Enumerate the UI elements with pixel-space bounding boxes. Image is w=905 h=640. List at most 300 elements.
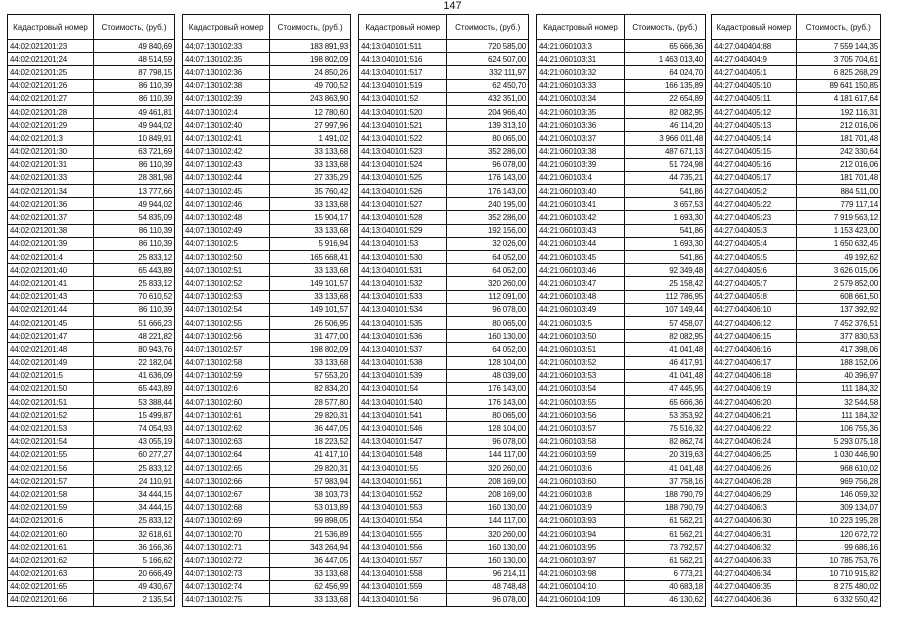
cadastral-number-cell: 44:27:040406:32	[712, 541, 797, 554]
table-row	[537, 40, 706, 53]
table-row	[8, 40, 175, 53]
cadastral-number-cell: 44:02:021201:57	[8, 475, 94, 488]
cost-cell: 320 260,00	[447, 277, 529, 290]
table-row	[537, 409, 706, 422]
table-row	[8, 382, 175, 395]
cost-cell: 62 456,99	[270, 580, 351, 593]
table-row	[8, 541, 175, 554]
cost-cell: 240 195,00	[447, 198, 529, 211]
cost-cell: 33 133,68	[270, 356, 351, 369]
cost-cell: 149 101,57	[270, 303, 351, 316]
table-row	[712, 316, 881, 329]
cost-cell: 25 158,42	[624, 277, 705, 290]
cost-cell: 86 110,39	[94, 79, 175, 92]
cadastral-number-cell: 44:21:060103:40	[537, 185, 625, 198]
cadastral-number-cell: 44:07:130102:71	[183, 541, 270, 554]
cadastral-number-cell: 44:27:040406:20	[712, 396, 797, 409]
cost-cell: 10 785 753,76	[796, 554, 881, 567]
table-row	[537, 158, 706, 171]
cost-cell: 48 039,00	[447, 369, 529, 382]
cadastral-number-cell: 44:27:040405:2	[712, 185, 797, 198]
table-row	[183, 290, 351, 303]
cadastral-number-cell: 44:07:130102:4	[183, 105, 270, 118]
cadastral-number-cell: 44:21:060103:59	[537, 448, 625, 461]
cost-cell: 27 997,96	[270, 119, 351, 132]
cost-cell: 64 052,00	[447, 251, 529, 264]
cadastral-number-cell: 44:13:040101:55	[359, 462, 447, 475]
cadastral-number-cell: 44:13:040101:526	[359, 185, 447, 198]
cadastral-number-cell: 44:13:040101:537	[359, 343, 447, 356]
cadastral-number-cell: 44:21:060103:34	[537, 92, 625, 105]
cost-cell: 21 536,89	[270, 527, 351, 540]
table-row	[183, 593, 351, 606]
cadastral-number-cell: 44:07:130102:75	[183, 593, 270, 606]
cadastral-number-cell: 44:27:040404:9	[712, 53, 797, 66]
cadastral-number-cell: 44:21:060103:95	[537, 541, 625, 554]
cost-cell: 242 330,64	[796, 145, 881, 158]
cadastral-number-cell: 44:21:060103:54	[537, 382, 625, 395]
cost-cell: 720 585,00	[447, 40, 529, 53]
cost-cell: 160 130,00	[447, 501, 529, 514]
table-row	[183, 330, 351, 343]
cost-cell: 417 398,06	[796, 343, 881, 356]
cadastral-number-cell: 44:07:130102:33	[183, 40, 270, 53]
table-row	[359, 303, 529, 316]
cadastral-number-cell: 44:27:040406:26	[712, 462, 797, 475]
table-row	[359, 40, 529, 53]
cost-cell: 1 650 632,45	[796, 237, 881, 250]
cadastral-number-cell: 44:27:040406:22	[712, 422, 797, 435]
cost-cell: 487 671,13	[624, 145, 705, 158]
cost-cell: 10 223 195,28	[796, 514, 881, 527]
cadastral-number-cell: 44:07:130102:62	[183, 422, 270, 435]
cadastral-number-cell: 44:07:130102:38	[183, 79, 270, 92]
table-row	[183, 53, 351, 66]
cost-cell: 25 833,12	[94, 251, 175, 264]
cost-cell: 40 683,18	[624, 580, 705, 593]
cost-cell: 146 059,32	[796, 488, 881, 501]
table-row	[183, 119, 351, 132]
cost-cell: 92 349,48	[624, 264, 705, 277]
table-row	[712, 396, 881, 409]
cost-cell: 541,86	[624, 224, 705, 237]
cost-cell: 1 463 013,40	[624, 53, 705, 66]
cadastral-number-cell: 44:02:021201:51	[8, 396, 94, 409]
table-row	[712, 277, 881, 290]
cost-cell: 188 790,79	[624, 501, 705, 514]
table-row	[537, 330, 706, 343]
table-row	[8, 66, 175, 79]
table-row	[183, 501, 351, 514]
cadastral-number-cell: 44:13:040101:56	[359, 593, 447, 606]
table-row	[537, 303, 706, 316]
cadastral-number-cell: 44:27:040405:3	[712, 224, 797, 237]
cost-cell: 80 065,00	[447, 132, 529, 145]
table-row	[712, 79, 881, 92]
table-row	[183, 514, 351, 527]
cost-cell: 1 693,30	[624, 237, 705, 250]
table-row	[183, 277, 351, 290]
cadastral-number-cell: 44:21:060103:56	[537, 409, 625, 422]
table-row	[359, 277, 529, 290]
cost-cell: 377 830,53	[796, 330, 881, 343]
table-row	[359, 105, 529, 118]
cadastral-number-cell: 44:21:060103:42	[537, 211, 625, 224]
cadastral-number-cell: 44:07:130102:57	[183, 343, 270, 356]
cadastral-number-cell: 44:07:130102:53	[183, 290, 270, 303]
cost-cell: 53 353,92	[624, 409, 705, 422]
cadastral-number-cell: 44:07:130102:51	[183, 264, 270, 277]
table-row	[359, 171, 529, 184]
cadastral-number-cell: 44:27:040406:34	[712, 567, 797, 580]
cost-cell: 20 666,49	[94, 567, 175, 580]
cost-cell: 49 840,69	[94, 40, 175, 53]
cost-cell: 46 130,62	[624, 593, 705, 606]
table-row	[8, 396, 175, 409]
cadastral-number-cell: 44:13:040101:532	[359, 277, 447, 290]
table-row	[359, 422, 529, 435]
table-row	[712, 343, 881, 356]
cost-cell: 32 618,61	[94, 527, 175, 540]
cost-cell: 57 458,07	[624, 316, 705, 329]
cost-cell: 10 849,91	[94, 132, 175, 145]
cost-cell: 309 134,07	[796, 501, 881, 514]
cadastral-number-cell: 44:07:130102:72	[183, 554, 270, 567]
table-row	[537, 541, 706, 554]
table-row	[8, 132, 175, 145]
cadastral-number-cell: 44:13:040101:519	[359, 79, 447, 92]
cadastral-table-1	[7, 14, 175, 607]
cadastral-number-cell: 44:21:060103:35	[537, 105, 625, 118]
cost-cell: 208 169,00	[447, 475, 529, 488]
cadastral-number-cell: 44:07:130102:67	[183, 488, 270, 501]
cadastral-number-cell: 44:07:130102:50	[183, 251, 270, 264]
table-row	[8, 211, 175, 224]
cadastral-number-cell: 44:27:040406:30	[712, 514, 797, 527]
cadastral-number-cell: 44:07:130102:39	[183, 92, 270, 105]
cadastral-number-cell: 44:21:060103:52	[537, 356, 625, 369]
table-row	[537, 382, 706, 395]
cadastral-number-cell: 44:27:040405:5	[712, 251, 797, 264]
header-cost: Стоимость, (руб.)	[270, 15, 351, 40]
cadastral-number-cell: 44:07:130102:48	[183, 211, 270, 224]
table-row	[712, 40, 881, 53]
table-row	[359, 119, 529, 132]
table-row	[183, 185, 351, 198]
cost-cell: 37 758,16	[624, 475, 705, 488]
cost-cell: 96 078,00	[447, 158, 529, 171]
table-row	[712, 541, 881, 554]
cost-cell: 51 724,98	[624, 158, 705, 171]
cadastral-number-cell: 44:13:040101:555	[359, 527, 447, 540]
cost-cell: 49 944,02	[94, 198, 175, 211]
cadastral-number-cell: 44:27:040405:6	[712, 264, 797, 277]
table-row	[183, 316, 351, 329]
cost-cell: 33 133,68	[270, 145, 351, 158]
table-row	[8, 527, 175, 540]
cost-cell: 198 802,09	[270, 53, 351, 66]
cadastral-number-cell: 44:07:130102:66	[183, 475, 270, 488]
cost-cell: 144 117,00	[447, 448, 529, 461]
cadastral-number-cell: 44:13:040101:558	[359, 567, 447, 580]
cost-cell: 34 444,15	[94, 488, 175, 501]
table-row	[712, 448, 881, 461]
cost-cell: 541,86	[624, 251, 705, 264]
cadastral-number-cell: 44:21:060103:98	[537, 567, 625, 580]
table-row	[359, 369, 529, 382]
cost-cell: 20 319,63	[624, 448, 705, 461]
table-row	[8, 435, 175, 448]
cadastral-number-cell: 44:27:040405:4	[712, 237, 797, 250]
cadastral-number-cell: 44:02:021201:49	[8, 356, 94, 369]
table-row	[8, 251, 175, 264]
table-row	[183, 237, 351, 250]
cost-cell: 160 130,00	[447, 554, 529, 567]
table-row	[8, 448, 175, 461]
cost-cell: 198 802,09	[270, 343, 351, 356]
cadastral-number-cell: 44:02:021201:53	[8, 422, 94, 435]
cadastral-number-cell: 44:21:060103:94	[537, 527, 625, 540]
cadastral-number-cell: 44:07:130102:44	[183, 171, 270, 184]
table-row	[183, 567, 351, 580]
table-row	[359, 356, 529, 369]
table-row	[537, 527, 706, 540]
cost-cell: 541,86	[624, 185, 705, 198]
cost-cell: 44 735,21	[624, 171, 705, 184]
cost-cell: 5 166,62	[94, 554, 175, 567]
table-row	[537, 488, 706, 501]
table-row	[183, 92, 351, 105]
cadastral-number-cell: 44:21:060103:9	[537, 501, 625, 514]
cost-cell: 212 016,06	[796, 158, 881, 171]
cadastral-number-cell: 44:02:021201:55	[8, 448, 94, 461]
cadastral-number-cell: 44:13:040101:538	[359, 356, 447, 369]
cadastral-number-cell: 44:02:021201:37	[8, 211, 94, 224]
table-row	[8, 475, 175, 488]
cost-cell: 82 082,95	[624, 105, 705, 118]
table-row	[712, 356, 881, 369]
cadastral-table-4	[536, 14, 706, 607]
cost-cell: 2 579 852,00	[796, 277, 881, 290]
cost-cell: 12 780,60	[270, 105, 351, 118]
table-row	[359, 343, 529, 356]
cadastral-number-cell: 44:02:021201:62	[8, 554, 94, 567]
table-row	[537, 237, 706, 250]
cost-cell: 6 332 550,42	[796, 593, 881, 606]
cost-cell: 99 686,16	[796, 541, 881, 554]
cadastral-number-cell: 44:27:040406:17	[712, 356, 797, 369]
cost-cell: 7 452 376,51	[796, 316, 881, 329]
cadastral-number-cell: 44:27:040405:12	[712, 105, 797, 118]
table-row	[183, 435, 351, 448]
cost-cell: 53 013,89	[270, 501, 351, 514]
table-row	[712, 92, 881, 105]
table-row	[359, 185, 529, 198]
cost-cell: 38 103,73	[270, 488, 351, 501]
table-header-row	[712, 15, 881, 40]
cost-cell: 15 904,17	[270, 211, 351, 224]
table-row	[712, 53, 881, 66]
cadastral-number-cell: 44:27:040406:36	[712, 593, 797, 606]
table-header-row	[183, 15, 351, 40]
cadastral-number-cell: 44:21:060103:37	[537, 132, 625, 145]
cadastral-number-cell: 44:13:040101:535	[359, 316, 447, 329]
table-row	[8, 303, 175, 316]
table-row	[8, 277, 175, 290]
table-row	[8, 145, 175, 158]
cost-cell: 111 184,32	[796, 382, 881, 395]
cost-cell: 2 135,54	[94, 593, 175, 606]
cadastral-number-cell: 44:27:040406:31	[712, 527, 797, 540]
cadastral-number-cell: 44:07:130102:43	[183, 158, 270, 171]
table-row	[8, 119, 175, 132]
table-row	[359, 224, 529, 237]
cadastral-number-cell: 44:21:060103:48	[537, 290, 625, 303]
cadastral-number-cell: 44:13:040101:552	[359, 488, 447, 501]
table-row	[183, 224, 351, 237]
table-row	[8, 185, 175, 198]
cadastral-number-cell: 44:13:040101:516	[359, 53, 447, 66]
cadastral-number-cell: 44:21:060103:8	[537, 488, 625, 501]
cadastral-number-cell: 44:27:040406:19	[712, 382, 797, 395]
cadastral-number-cell: 44:07:130102:41	[183, 132, 270, 145]
cadastral-number-cell: 44:07:130102:60	[183, 396, 270, 409]
table-row	[183, 171, 351, 184]
cost-cell: 49 944,02	[94, 119, 175, 132]
cadastral-number-cell: 44:27:040406:3	[712, 501, 797, 514]
cadastral-number-cell: 44:13:040101:53	[359, 237, 447, 250]
cadastral-number-cell: 44:02:021201:59	[8, 501, 94, 514]
cost-cell: 32 026,00	[447, 237, 529, 250]
cost-cell: 54 835,09	[94, 211, 175, 224]
table-row	[8, 593, 175, 606]
cost-cell: 192 156,00	[447, 224, 529, 237]
cost-cell: 29 820,31	[270, 462, 351, 475]
cost-cell: 61 562,21	[624, 527, 705, 540]
cost-cell: 86 110,39	[94, 158, 175, 171]
table-row	[537, 554, 706, 567]
cost-cell: 3 705 704,61	[796, 53, 881, 66]
table-row	[712, 514, 881, 527]
table-row	[537, 343, 706, 356]
table-row	[712, 119, 881, 132]
table-row	[8, 580, 175, 593]
cost-cell: 34 444,15	[94, 501, 175, 514]
cadastral-number-cell: 44:13:040101:520	[359, 105, 447, 118]
cadastral-number-cell: 44:21:060103:50	[537, 330, 625, 343]
header-cost: Стоимость, (руб.)	[796, 15, 881, 40]
cost-cell: 46 114,20	[624, 119, 705, 132]
cost-cell: 82 082,95	[624, 330, 705, 343]
cost-cell: 10 710 915,82	[796, 567, 881, 580]
cadastral-number-cell: 44:02:021201:34	[8, 185, 94, 198]
header-cadastral-number: Кадастровый номер	[8, 15, 94, 40]
cadastral-number-cell: 44:07:130102:74	[183, 580, 270, 593]
cadastral-number-cell: 44:27:040406:33	[712, 554, 797, 567]
cost-cell: 65 666,36	[624, 396, 705, 409]
cadastral-number-cell: 44:07:130102:58	[183, 356, 270, 369]
cadastral-number-cell: 44:02:021201:66	[8, 593, 94, 606]
table-row	[712, 224, 881, 237]
cadastral-number-cell: 44:21:060103:55	[537, 396, 625, 409]
cadastral-number-cell: 44:07:130102:52	[183, 277, 270, 290]
table-row	[183, 527, 351, 540]
table-row	[183, 448, 351, 461]
table-row	[712, 211, 881, 224]
cost-cell: 149 101,57	[270, 277, 351, 290]
table-row	[359, 501, 529, 514]
cost-cell: 96 214,11	[447, 567, 529, 580]
cadastral-number-cell: 44:21:060103:44	[537, 237, 625, 250]
table-row	[537, 593, 706, 606]
cost-cell: 41 041,48	[624, 343, 705, 356]
table-row	[183, 211, 351, 224]
table-row	[359, 92, 529, 105]
cost-cell: 63 721,69	[94, 145, 175, 158]
table-row	[359, 475, 529, 488]
cost-cell: 70 610,52	[94, 290, 175, 303]
cost-cell: 343 264,94	[270, 541, 351, 554]
table-row	[712, 422, 881, 435]
table-row	[359, 580, 529, 593]
table-row	[183, 488, 351, 501]
table-row	[537, 514, 706, 527]
cadastral-number-cell: 44:02:021201:58	[8, 488, 94, 501]
cadastral-number-cell: 44:13:040101:556	[359, 541, 447, 554]
table-row	[359, 435, 529, 448]
cost-cell: 86 110,39	[94, 224, 175, 237]
cadastral-number-cell: 44:02:021201:44	[8, 303, 94, 316]
cadastral-number-cell: 44:02:021201:52	[8, 409, 94, 422]
table-header-row	[8, 15, 175, 40]
table-row	[359, 316, 529, 329]
cost-cell: 89 641 150,85	[796, 79, 881, 92]
table-row	[183, 382, 351, 395]
cadastral-number-cell: 44:13:040101:511	[359, 40, 447, 53]
cost-cell: 22 654,89	[624, 92, 705, 105]
cost-cell: 24 110,91	[94, 475, 175, 488]
cost-cell: 6 773,21	[624, 567, 705, 580]
cost-cell: 32 544,58	[796, 396, 881, 409]
cadastral-number-cell: 44:21:060103:33	[537, 79, 625, 92]
cadastral-number-cell: 44:02:021201:40	[8, 264, 94, 277]
cost-cell: 165 668,41	[270, 251, 351, 264]
cadastral-number-cell: 44:21:060103:32	[537, 66, 625, 79]
cost-cell: 176 143,00	[447, 396, 529, 409]
cost-cell: 18 223,52	[270, 435, 351, 448]
cost-cell: 106 755,36	[796, 422, 881, 435]
cadastral-number-cell: 44:13:040101:559	[359, 580, 447, 593]
table-row	[537, 66, 706, 79]
table-row	[537, 435, 706, 448]
cadastral-number-cell: 44:07:130102:45	[183, 185, 270, 198]
cost-cell: 33 133,68	[270, 198, 351, 211]
cadastral-number-cell: 44:02:021201:27	[8, 92, 94, 105]
cadastral-number-cell: 44:27:040405:11	[712, 92, 797, 105]
table-row	[537, 462, 706, 475]
header-cadastral-number: Кадастровый номер	[537, 15, 625, 40]
cadastral-number-cell: 44:02:021201:23	[8, 40, 94, 53]
table-row	[183, 198, 351, 211]
cost-cell: 80 065,00	[447, 316, 529, 329]
cost-cell: 204 966,40	[447, 105, 529, 118]
cadastral-number-cell: 44:13:040101:534	[359, 303, 447, 316]
table-row	[8, 105, 175, 118]
cadastral-number-cell: 44:02:021201:61	[8, 541, 94, 554]
cadastral-number-cell: 44:27:040405:15	[712, 145, 797, 158]
cost-cell: 28 381,98	[94, 171, 175, 184]
cost-cell: 608 661,50	[796, 290, 881, 303]
